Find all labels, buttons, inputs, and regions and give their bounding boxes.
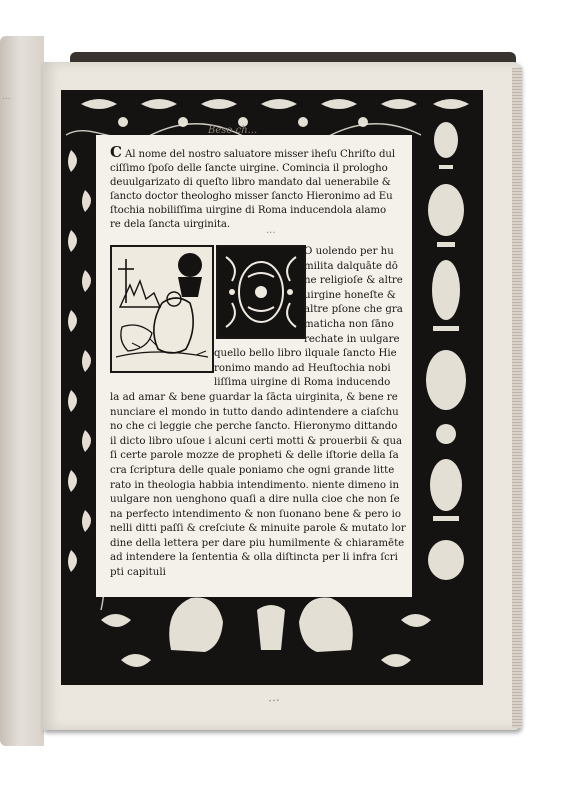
body-line: dine della lettera per dare piu humilmente & chiaramēte (110, 537, 405, 549)
incipit-line: ſtochia nobiliſſima uirgine di Roma inducendola alamo (110, 205, 387, 216)
woodcut-border (61, 90, 483, 685)
paragraph-mark: C (110, 145, 122, 161)
incipit-line: ciſſimo ſpoſo delle ſancte uirgine. Comincia il prologho (110, 163, 388, 174)
body-line: na perfecto intendimento & non ſuonano bene & pero io (110, 508, 401, 520)
body-line: rato in theologia habbia intendimento. niente dimeno in (110, 479, 400, 491)
incipit-line-text: Al nome del nostro saluatore misser iheſu Chriſto dul (124, 149, 396, 160)
body-line: liſſima uirgine di Roma inducendo (214, 377, 391, 389)
body-line: uirgine honeſte & (304, 289, 396, 301)
body-line: ad intendere la ſententia & olla diſtincta per li infra ſcri (110, 552, 398, 564)
body-line: nunciare el mondo in tutto dando adintendere a ciaſchu (110, 406, 399, 418)
page-fore-edge (512, 68, 522, 728)
incipit-line: re dela ſancta uirginita. (110, 219, 230, 230)
body-line: quello bello libro ilquale ſancto Hie (214, 348, 397, 360)
margin-handwriting: ... (2, 92, 11, 102)
body-line: altre pſone che gra (304, 304, 403, 316)
text-panel (96, 125, 412, 597)
body-line: no che ci leggie che perche ſancto. Hieronymo dittando (110, 421, 398, 433)
handwritten-signature: ... (267, 689, 280, 705)
incipit-line: deuulgarizato di queſto libro mandato dal uenerabile & (110, 177, 391, 188)
handwritten-note-top: Beso ch... (208, 125, 258, 136)
incipit-line (110, 145, 406, 162)
incipit-line: ſancto doctor theologho misser ſancto Hieronimo ad Eu (110, 191, 393, 202)
body-line: rechate in uulgare (304, 333, 400, 345)
body-line: ne religioſe & altre (304, 275, 403, 287)
body-line: ronimo mando ad Heuſtochia nobi (214, 362, 391, 374)
body-line: uulgare non uenghono quaſi a dire nulla cioe che non ſe (110, 494, 400, 506)
body-line: nelli ditti paſſi & creſciute & minuite parole & mutato lor (110, 523, 406, 535)
book-cover-edge (0, 36, 44, 746)
body-line: O uolendo per hu (304, 246, 394, 257)
body-line: pti capituli (110, 567, 166, 579)
body-line: milita dalquāte dō (304, 260, 398, 272)
handwritten-note-mid: ... (266, 225, 276, 236)
body-line: il dicto libro uſoue i alcuni certi motti & prouerbii & qua (110, 435, 403, 447)
body-line: cra ſcriptura delle quale poniamo che ogni grande litte (110, 464, 395, 476)
incipit-text (110, 145, 406, 232)
body-line: maticha non ſāno (304, 318, 394, 330)
body-line: ſi certe parole mozze de propheti & delle iſtorie della ſa (110, 450, 399, 462)
body-text (110, 245, 406, 581)
body-line: la ad amar & bene guardar la ſācta uirginita, & bene re (110, 391, 398, 403)
